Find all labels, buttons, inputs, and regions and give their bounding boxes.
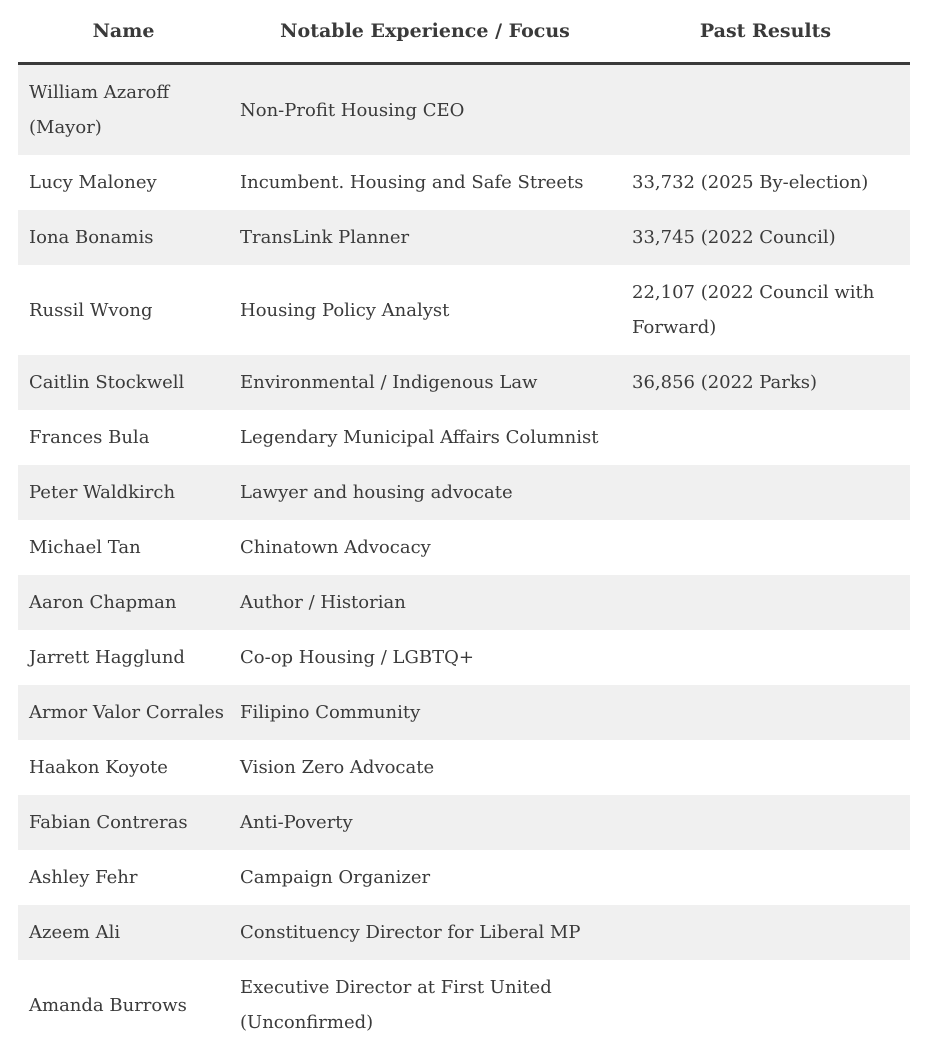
table-row — [18, 850, 910, 905]
candidate-focus: Vision Zero Advocate — [229, 740, 621, 795]
candidate-focus: Constituency Director for Liberal MP — [229, 905, 621, 960]
table-body — [18, 64, 910, 1051]
candidate-focus: Co-op Housing / LGBTQ+ — [229, 630, 621, 685]
table-row — [18, 685, 910, 740]
header-row — [18, 0, 910, 64]
table-row — [18, 960, 910, 1050]
candidate-name: Ashley Fehr — [18, 850, 229, 905]
candidate-name: Azeem Ali — [18, 905, 229, 960]
column-header-name: Name — [18, 0, 229, 64]
candidate-name: Michael Tan — [18, 520, 229, 575]
table-row — [18, 795, 910, 850]
table-row — [18, 905, 910, 960]
candidate-focus: TransLink Planner — [229, 210, 621, 265]
table-row — [18, 155, 910, 210]
candidate-name: Russil Wvong — [18, 265, 229, 355]
candidate-name: Aaron Chapman — [18, 575, 229, 630]
candidate-results — [621, 520, 910, 575]
table-row — [18, 465, 910, 520]
table-row — [18, 630, 910, 685]
candidate-name: William Azaroff (Mayor) — [18, 64, 229, 156]
candidate-focus: Lawyer and housing advocate — [229, 465, 621, 520]
candidate-results — [621, 575, 910, 630]
candidate-results: 33,745 (2022 Council) — [621, 210, 910, 265]
candidate-focus: Chinatown Advocacy — [229, 520, 621, 575]
candidate-name: Caitlin Stockwell — [18, 355, 229, 410]
column-header-results: Past Results — [621, 0, 910, 64]
candidate-results — [621, 410, 910, 465]
candidate-name: Jarrett Hagglund — [18, 630, 229, 685]
candidate-results — [621, 64, 910, 156]
candidate-results — [621, 630, 910, 685]
candidate-results — [621, 960, 910, 1050]
candidate-results — [621, 850, 910, 905]
candidate-name: Lucy Maloney — [18, 155, 229, 210]
candidate-results: 36,856 (2022 Parks) — [621, 355, 910, 410]
candidate-results — [621, 905, 910, 960]
candidate-results: 22,107 (2022 Council with Forward) — [621, 265, 910, 355]
candidate-focus: Environmental / Indigenous Law — [229, 355, 621, 410]
candidate-name: Iona Bonamis — [18, 210, 229, 265]
candidate-focus: Author / Historian — [229, 575, 621, 630]
candidate-name: Haakon Koyote — [18, 740, 229, 795]
candidate-name: Peter Waldkirch — [18, 465, 229, 520]
table-header — [18, 0, 910, 64]
table-row — [18, 740, 910, 795]
candidate-name: Fabian Contreras — [18, 795, 229, 850]
table-row — [18, 575, 910, 630]
table-row — [18, 410, 910, 465]
candidate-name: Amanda Burrows — [18, 960, 229, 1050]
candidate-focus: Incumbent. Housing and Safe Streets — [229, 155, 621, 210]
candidates-table-container — [18, 0, 910, 1050]
candidate-focus: Executive Director at First United (Unconfirmed) — [229, 960, 621, 1050]
candidate-focus: Non-Profit Housing CEO — [229, 64, 621, 156]
candidate-name: Armor Valor Corrales — [18, 685, 229, 740]
candidate-focus: Housing Policy Analyst — [229, 265, 621, 355]
candidate-results — [621, 465, 910, 520]
table-row — [18, 355, 910, 410]
table-row — [18, 520, 910, 575]
candidate-focus: Filipino Community — [229, 685, 621, 740]
column-header-focus: Notable Experience / Focus — [229, 0, 621, 64]
candidate-focus: Anti-Poverty — [229, 795, 621, 850]
candidate-results: 33,732 (2025 By-election) — [621, 155, 910, 210]
candidate-results — [621, 795, 910, 850]
candidate-focus: Legendary Municipal Affairs Columnist — [229, 410, 621, 465]
candidate-results — [621, 685, 910, 740]
table-row — [18, 64, 910, 156]
candidate-name: Frances Bula — [18, 410, 229, 465]
table-row — [18, 210, 910, 265]
candidate-results — [621, 740, 910, 795]
table-row — [18, 265, 910, 355]
candidate-focus: Campaign Organizer — [229, 850, 621, 905]
candidates-table — [18, 0, 910, 1050]
